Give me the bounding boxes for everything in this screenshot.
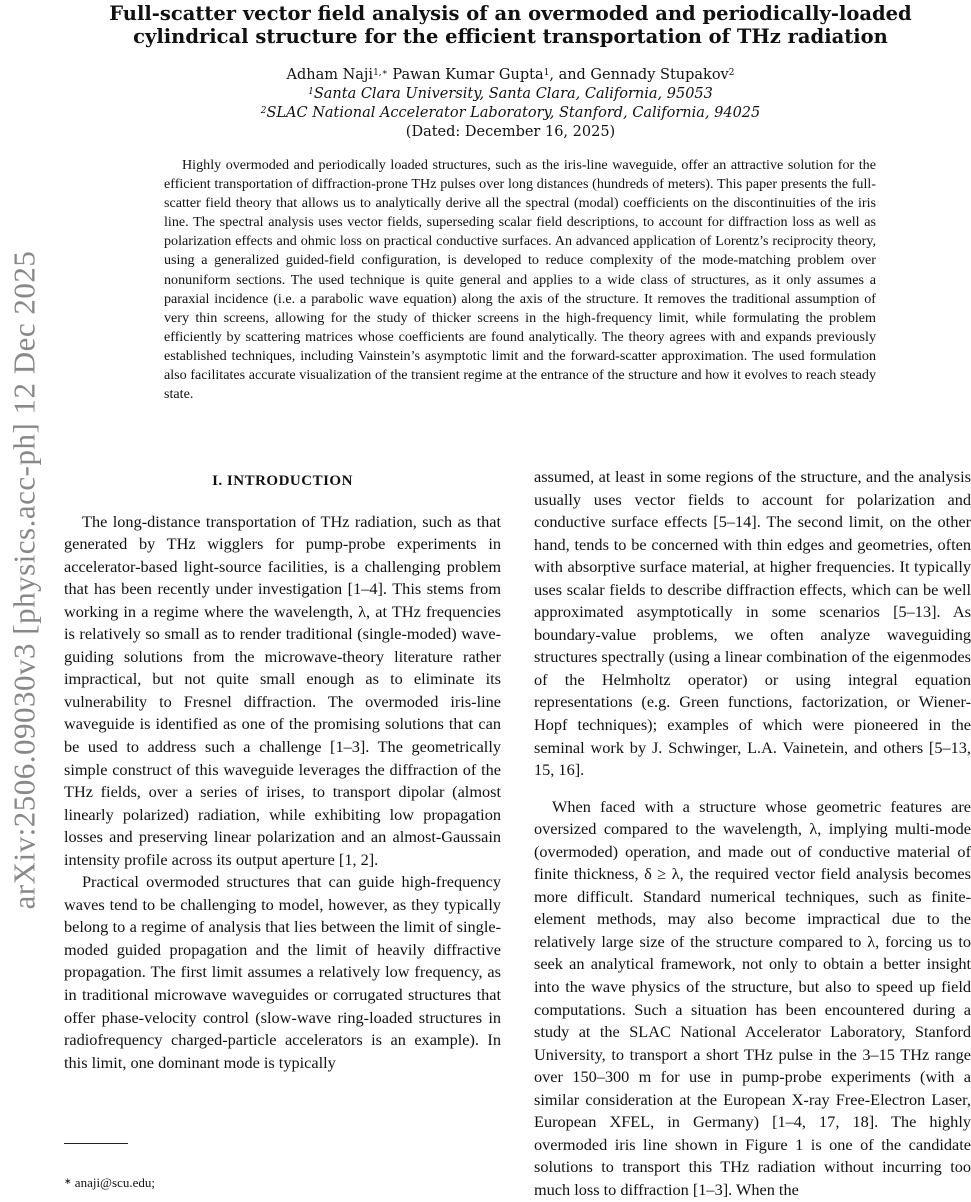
affiliation-2: $^2$SLAC National Accelerator Laboratory, Stanford, California, 94025 [260,105,761,121]
paper-title [80,2,941,48]
author-name-2: Pawan Kumar Gupta [392,67,544,83]
footnote [64,1175,155,1191]
author-block [80,66,941,142]
footnote-divider [64,1143,128,1144]
body-paragraph: When faced with a structure whose geometric features are oversized compared to the wavelength, λ, implying multi-mode (overmoded) operation, and made out of conductive material of finite thickness, δ ≥ λ, the required vector field analysis becomes more difficult. Standard numerical techniques, such as finite-element methods, may also become impractical due to the relatively large size of the structure compared to λ, forcing us to seek an analytical framework, not only to obtain a better insight into the wave physics of the structure, but also to speed up field computations. Such a situation has been encountered during a study at the SLAC National Accelerator Laboratory, Stanford University, to transport a short THz pulse in the 3–15 THz range over 150–300 m for use in pump-probe experiments (with a similar consideration at the European X-ray Free-Electron Laser, European XFEL, in Germany) [1–4, 17, 18]. The highly overmoded iris line shown in Figure 1 is one of the candidate solutions to transport this THz radiation without incurring too much loss to diffraction [1–3]. When the [534,796,971,1199]
body-paragraph: The long-distance transportation of THz radiation, such as that generated by THz wigglers for pump-probe experiments in accelerator-based light-source facilities, is a challenging problem that has been recently under investigation [1–4]. This stems from working in a regime where the wavelength, λ, at THz frequencies is relatively so small as to render traditional (single-moded) wave-guiding solutions from the microwave-theory literature rather impractical, but not quite small enough as to eliminate its vulnerability to Fresnel diffraction. The overmoded iris-line waveguide is identified as one of the promising solutions that can be used to address such a challenge [1–3]. The geometrically simple construct of this waveguide leverages the diffraction of the THz fields, over a series of irises, to transport dipolar (almost linearly polarized) radiation, while exhibiting low propagation losses and preserving linear polarization and an almost-Gaussain intensity profile across its output aperture [1, 2]. [64,511,501,869]
author-list: Adham Naji$^{1,∗}$ Pawan Kumar Gupta$^1$, and Gennady Stupakov$^2$ [286,67,735,83]
footnote-marker: ∗ [64,1176,72,1186]
title-line-1: Full-scatter vector field analysis of an overmoded and periodically-loaded [109,2,912,25]
abstract: Highly overmoded and periodically loaded structures, such as the iris-line waveguide, offer an attractive solution for the efficient transportation of diffraction-prone THz pulses over long distances (hundreds of meters). This paper presents the full-scatter field theory that allows us to analytically derive all the spectral (modal) coefficients on the discontinuities of the iris line. The spectral analysis uses vector fields, superseding scalar field descriptions, to account for diffraction loss as well as polarization effects and ohmic loss on practical conductive surfaces. An advanced application of Lorentz’s reciprocity theory, using a generalized guided-field configuration, is developed to reduce complexity of the mode-matching problem over nonuniform sections. The used technique is quite general and applies to a wide class of structures, as it only assumes a paraxial incidence (i.e. a parabolic wave equation) along the axis of the structure. It removes the traditional assumption of very thin screens, allowing for the study of thicker screens in the high-frequency limit, while formulating the problem efficiently by scattering matrices whose coefficients are found analytically. The theory agrees with and expands previously established techniques, including Vainstein’s asymptotic limit and the forward-scatter approximation. The used formulation also facilitates accurate visualization of the transient regime at the entrance of the structure and how it evolves to reach steady state. [164,157,876,403]
body-paragraph: Practical overmoded structures that can guide high-frequency waves tend to be challenging to model, however, as they typically belong to a regime of analysis that lies between the limit of single-moded guided propagation and the limit of heavily diffractive propagation. The first limit assumes a relatively low frequency, as in traditional microwave waveguides or corrugated structures that offer phase-velocity control (slow-wave ring-loaded structures in radiofrequency charged-particle accelerators is an example). In this limit, one dominant mode is typically [64,872,501,1072]
author-name-3: and Gennady Stupakov [558,67,729,83]
arxiv-sidebar-stamp [4,230,44,930]
section-heading-introduction: I. INTRODUCTION [212,473,353,489]
arxiv-identifier: arXiv:2506.09030v3 [physics.acc-ph] 12 Dec 2025 [6,250,42,910]
body-paragraph: assumed, at least in some regions of the structure, and the analysis usually uses vector fields to account for polarization and conductive surface effects [5–14]. The second limit, on the other hand, tends to be concerned with thin edges and geometries, often with absorptive surface material, at higher frequencies. It typically uses scalar fields to describe diffraction effects, which can be well approximated asymptotically in some scenarios [5–13]. As boundary-value problems, we often analyze waveguiding structures spectrally (using a linear combination of the eigenmodes of the Helmholtz operator) or using integral equation representations (e.g. Green functions, factorization, or Wiener-Hopf techniques); examples of which were pioneered in the seminal work by J. Schwinger, L.A. Vainetein, and others [5–13, 15, 16]. [534,467,971,780]
footnote-email[interactable]: anaji@scu.edu; [74,1175,155,1190]
title-line-2: cylindrical structure for the efficient transportation of THz radiation [133,25,888,48]
dated-line: (Dated: December 16, 2025) [405,124,616,140]
affiliation-1: $^1$Santa Clara University, Santa Clara, California, 95053 [308,86,713,102]
left-column [64,468,501,1074]
author-name-1: Adham Naji [286,67,374,83]
right-column [534,466,971,1202]
